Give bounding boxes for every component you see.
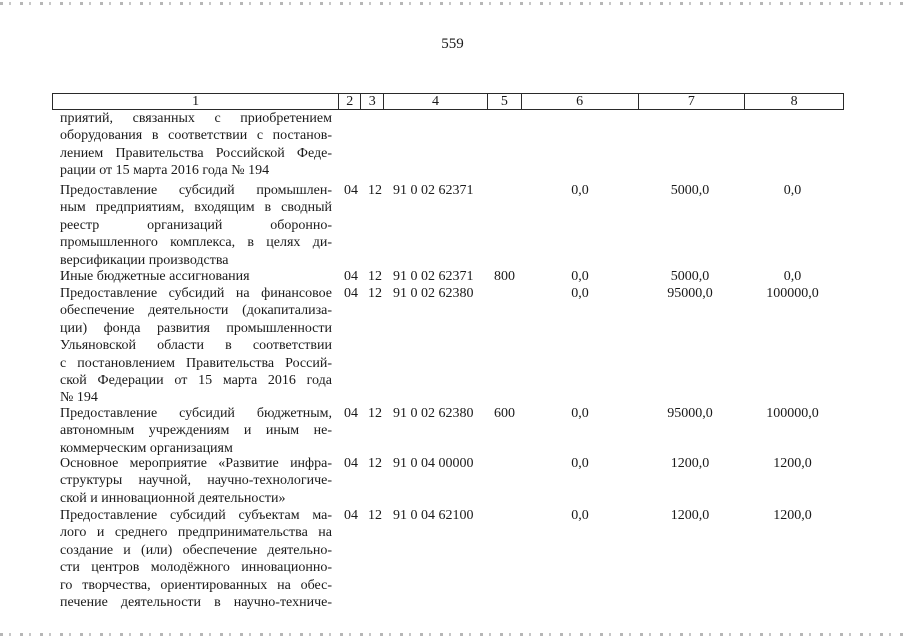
description-line: ской Федерации от 15 марта 2016 года xyxy=(60,373,332,389)
cell-amount-3: 100000,0 xyxy=(766,286,819,301)
description-line: приятий, связанных с приобретением xyxy=(60,111,332,126)
description-line: рации от 15 марта 2016 года № 194 xyxy=(60,163,270,179)
cell-amount-1: 0,0 xyxy=(571,269,589,284)
header-col-2: 2 xyxy=(339,94,361,109)
description-line: создание и (или) обеспечение деятельно- xyxy=(60,542,332,558)
cell-target-code: 91 0 04 62100 xyxy=(393,508,474,523)
row-description xyxy=(60,110,332,180)
cell-subsection: 12 xyxy=(368,406,382,421)
description-line: структуры научной, научно-технологиче- xyxy=(60,473,332,489)
cell-amount-3: 100000,0 xyxy=(766,406,819,421)
cell-amount-2: 1200,0 xyxy=(670,456,710,471)
description-line: автономным учреждениям и иным не- xyxy=(60,423,332,439)
cell-subsection: 12 xyxy=(368,286,382,301)
row-description xyxy=(60,405,332,457)
header-col-5: 5 xyxy=(488,94,522,109)
description-line: ным предприятиям, входящим в сводный xyxy=(60,200,332,216)
cell-section: 04 xyxy=(344,183,358,198)
header-col-8: 8 xyxy=(790,94,798,109)
description-line: Основное мероприятие «Развитие инфра- xyxy=(60,456,332,471)
cell-amount-3: 1200,0 xyxy=(773,508,812,523)
cell-subsection: 12 xyxy=(368,508,382,523)
cell-amount-2: 95000,0 xyxy=(667,406,713,421)
cell-section: 04 xyxy=(344,508,358,523)
cell-amount-1: 0,0 xyxy=(571,508,589,523)
description-line: версификации производства xyxy=(60,252,229,268)
cell-target-code: 91 0 02 62371 xyxy=(393,269,474,284)
header-col-3: 3 xyxy=(361,94,384,109)
cell-amount-2: 95000,0 xyxy=(667,286,713,301)
description-line: Предоставление субсидий на финансовое xyxy=(60,286,332,301)
description-line: Ульяновской области в соответствии xyxy=(60,338,332,354)
description-line: оборудования в соответствии с постанов- xyxy=(60,128,332,144)
table-header xyxy=(52,93,844,110)
header-col-4: 4 xyxy=(384,94,488,109)
description-line: Предоставление субсидий промышлен- xyxy=(60,183,332,198)
cell-section: 04 xyxy=(344,406,358,421)
description-line: сти центров молодёжного инновационно- xyxy=(60,560,332,576)
cell-subsection: 12 xyxy=(368,269,382,284)
cell-section: 04 xyxy=(344,286,358,301)
cell-section: 04 xyxy=(344,269,358,284)
cell-expense-type: 600 xyxy=(494,406,515,421)
cell-amount-1: 0,0 xyxy=(571,406,589,421)
description-line: № 194 xyxy=(60,390,98,406)
row-description xyxy=(60,455,332,507)
cell-amount-2: 5000,0 xyxy=(670,269,710,284)
row-description xyxy=(60,285,332,407)
description-line: ции) фонда развития промышленности xyxy=(60,320,332,336)
scan-edge-bottom xyxy=(0,633,905,636)
cell-target-code: 91 0 04 00000 xyxy=(393,456,474,471)
header-col-7: 7 xyxy=(639,94,746,109)
description-line: лением Правительства Российской Феде- xyxy=(60,145,332,161)
cell-amount-3: 0,0 xyxy=(783,269,802,284)
description-line: обеспечение деятельности (докапитализа- xyxy=(60,303,332,319)
description-line: го творчества, ориентированных на обес- xyxy=(60,577,332,593)
header-col-1: 1 xyxy=(53,94,339,109)
cell-amount-3: 0,0 xyxy=(783,183,802,198)
cell-amount-1: 0,0 xyxy=(571,286,589,301)
cell-amount-2: 5000,0 xyxy=(670,183,710,198)
cell-expense-type: 800 xyxy=(494,269,515,284)
cell-amount-3: 1200,0 xyxy=(773,456,812,471)
row-description xyxy=(60,182,332,269)
cell-subsection: 12 xyxy=(368,456,382,471)
description-line: коммерческим организациям xyxy=(60,440,233,456)
cell-amount-2: 1200,0 xyxy=(670,508,710,523)
cell-target-code: 91 0 02 62380 xyxy=(393,286,474,301)
description-line: реестр организаций оборонно- xyxy=(60,217,332,233)
cell-amount-1: 0,0 xyxy=(571,456,589,471)
cell-amount-1: 0,0 xyxy=(571,183,589,198)
description-line: Предоставление субсидий бюджетным, xyxy=(60,406,332,421)
description-line: печение деятельности в научно-техниче- xyxy=(60,595,332,611)
row-description xyxy=(60,507,332,611)
description-line: промышленного комплекса, в целях ди- xyxy=(60,235,332,251)
cell-section: 04 xyxy=(344,456,358,471)
page-number: 559 xyxy=(441,36,464,52)
description-line: лого и среднего предпринимательства на xyxy=(60,525,332,541)
description-line: Иные бюджетные ассигнования xyxy=(60,269,250,284)
cell-subsection: 12 xyxy=(368,183,382,198)
description-line: с постановлением Правительства Россий- xyxy=(60,355,332,371)
cell-target-code: 91 0 02 62380 xyxy=(393,406,474,421)
cell-target-code: 91 0 02 62371 xyxy=(393,183,474,198)
description-line: ской и инновационной деятельности» xyxy=(60,490,286,506)
header-col-6: 6 xyxy=(522,94,639,109)
row-description xyxy=(60,268,332,285)
scan-edge-top xyxy=(0,2,905,5)
description-line: Предоставление субсидий субъектам ма- xyxy=(60,508,332,523)
